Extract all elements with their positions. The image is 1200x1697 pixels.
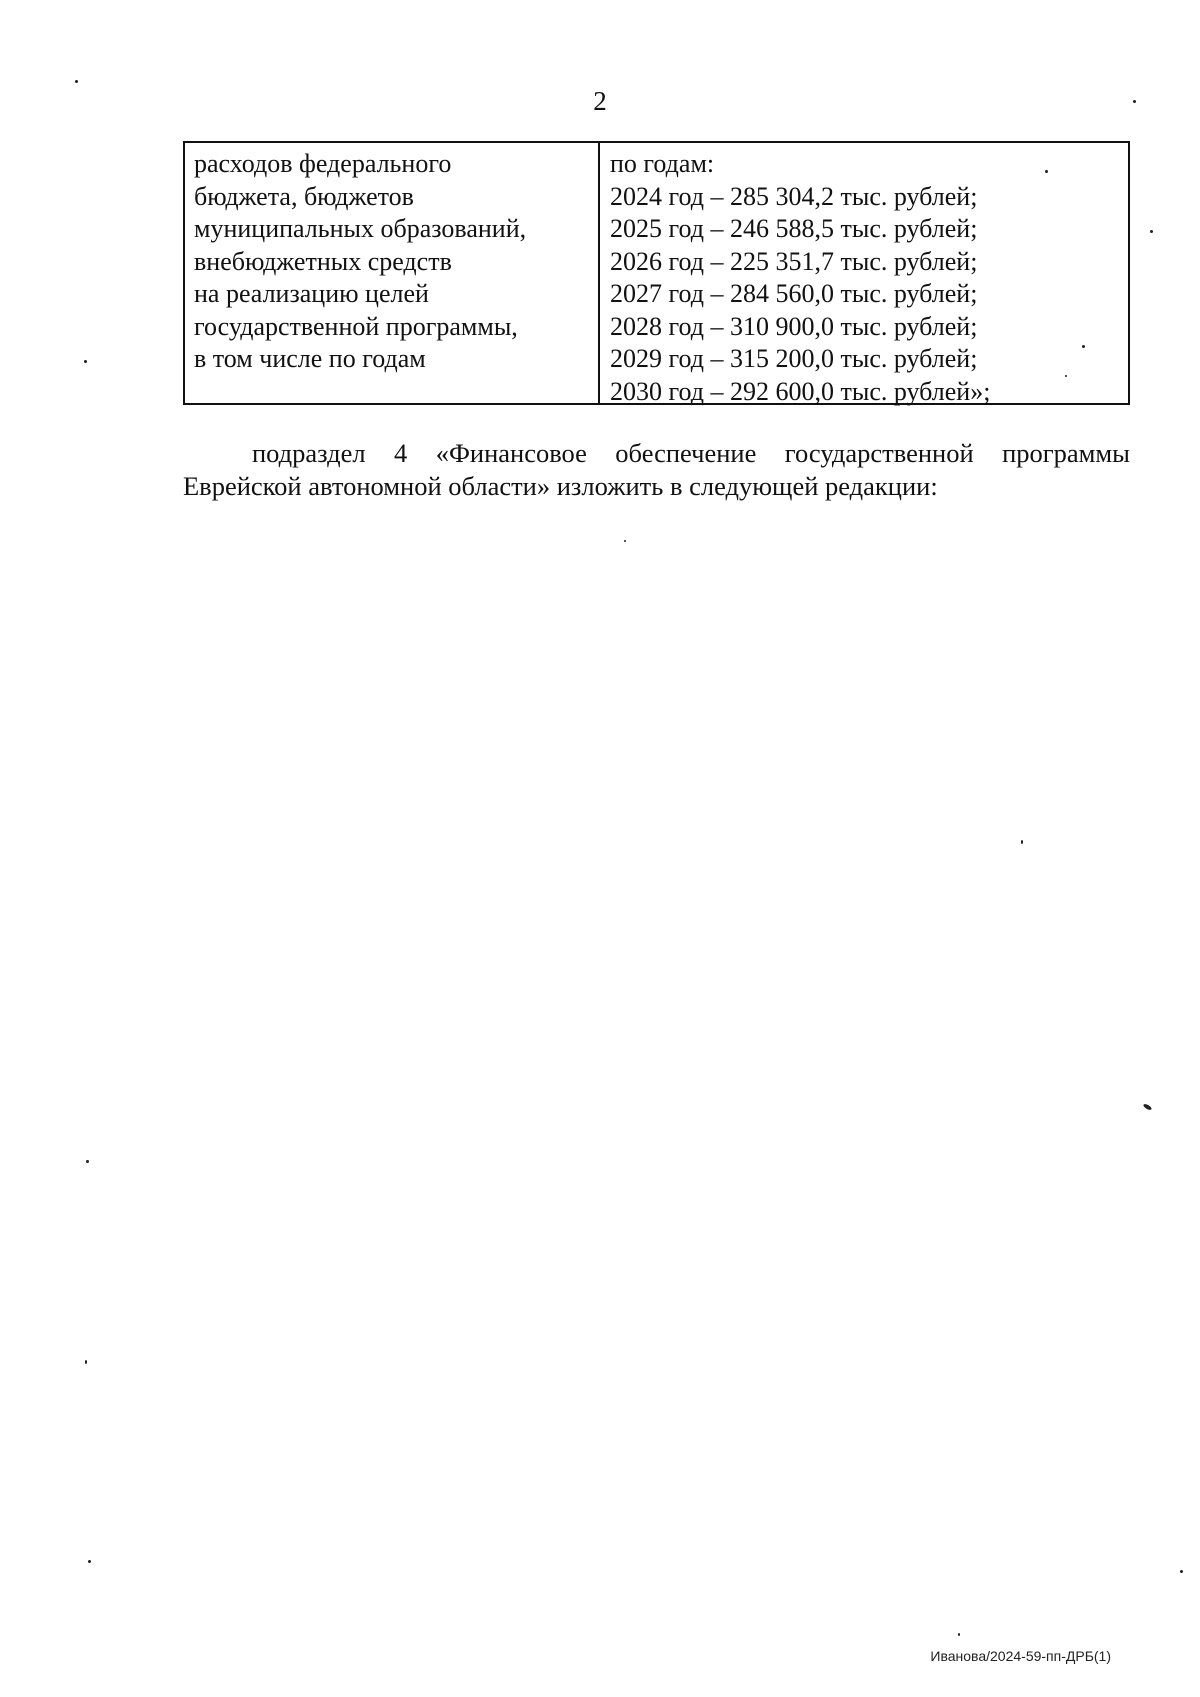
left-cell-line: расходов федерального (194, 149, 452, 178)
right-cell-line: 2025 год – 246 588,5 тыс. рублей; (610, 214, 978, 243)
left-cell-line: муниципальных образований, (194, 214, 527, 243)
scan-speck (1133, 100, 1136, 103)
right-cell-line: 2024 год – 285 304,2 тыс. рублей; (610, 181, 978, 211)
scan-speck (85, 1360, 87, 1364)
scan-speck (88, 1560, 91, 1563)
paragraph-line: подраздел 4 «Финансовое обеспечение государственной программы (252, 438, 1130, 468)
scan-speck (1150, 230, 1153, 233)
scan-speck (86, 1160, 89, 1163)
left-cell-line: на реализацию целей (194, 279, 429, 308)
left-cell-line: бюджета, бюджетов (194, 181, 414, 211)
scan-speck (1045, 170, 1048, 173)
right-cell-line: 2026 год – 225 351,7 тыс. рублей; (610, 246, 978, 276)
scan-speck (1065, 375, 1067, 377)
scan-speck (1143, 1103, 1153, 1111)
right-cell-line: 2027 год – 284 560,0 тыс. рублей; (610, 279, 978, 308)
left-cell-line: в том числе по годам (194, 344, 426, 373)
finance-table (183, 141, 1130, 405)
right-cell-line: 2029 год – 315 200,0 тыс. рублей; (610, 344, 978, 373)
page-number: 2 (593, 86, 607, 116)
right-cell-line: по годам: (610, 149, 715, 178)
scan-speck (84, 360, 87, 363)
table-right-cell (600, 143, 1128, 406)
scan-speck (1021, 840, 1023, 844)
scan-speck (1180, 1570, 1183, 1573)
paragraph-line: Еврейской автономной области» изложить в следующей редакции: (183, 471, 938, 501)
footer-document-code: Иванова/2024-59-пп-ДРБ(1) (930, 1648, 1111, 1664)
table-left-cell (185, 143, 600, 403)
right-cell-line: 2030 год – 292 600,0 тыс. рублей»; (610, 376, 991, 406)
scan-speck (75, 80, 78, 83)
left-cell-line: внебюджетных средств (194, 246, 452, 276)
left-cell-line: государственной программы, (194, 311, 518, 341)
scan-speck (958, 1633, 960, 1636)
right-cell-line: 2028 год – 310 900,0 тыс. рублей; (610, 311, 978, 341)
body-paragraph (183, 437, 1130, 503)
scan-speck (624, 540, 626, 542)
scan-speck (1082, 345, 1085, 348)
